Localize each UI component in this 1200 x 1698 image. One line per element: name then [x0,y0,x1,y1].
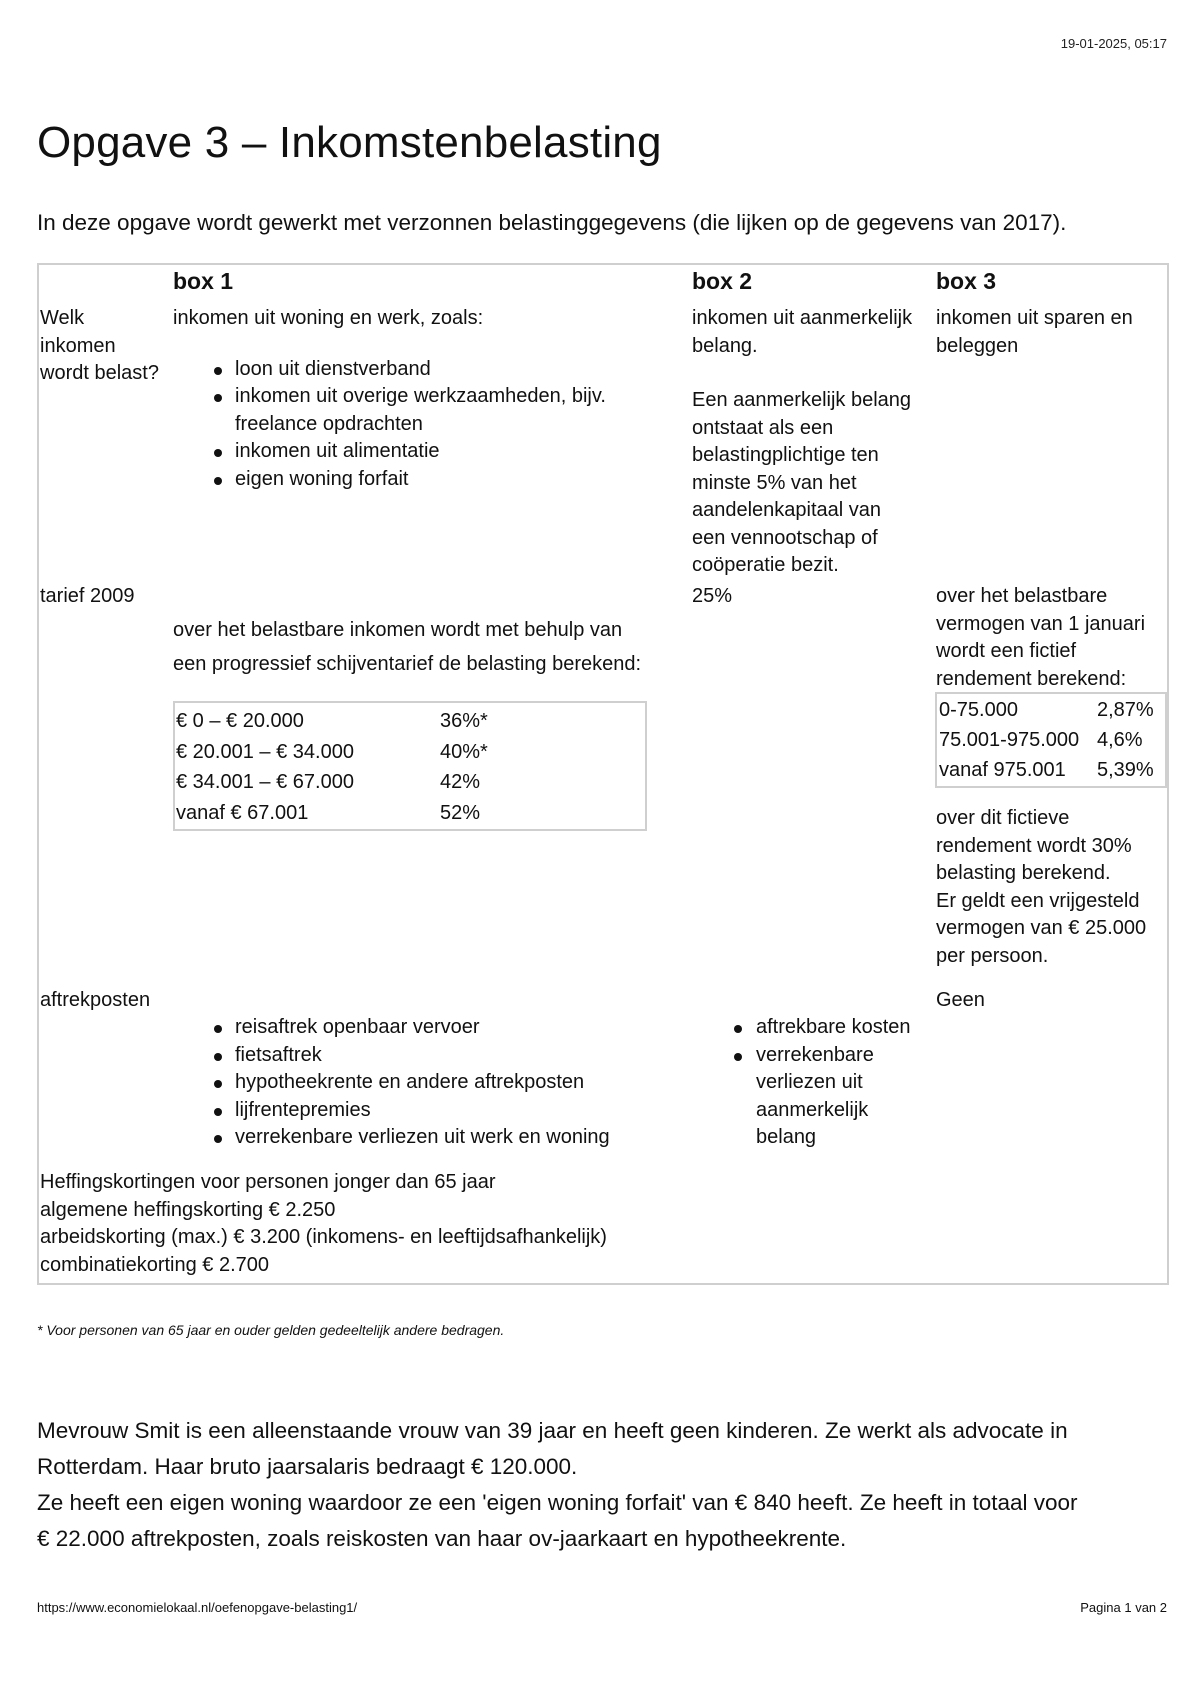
box2-income: inkomen uit aanmerkelijk belang. Een aanmerkelijk belang ontstaat als een belastingplichtige ten minste 5% van het aandelenkapitaal van een vennootschap of coöperatie bezit. [692,305,932,580]
intro-text: In deze opgave wordt gewerkt met verzonnen belastinggegevens (die lijken op de gegevens van 2017). [37,210,1067,235]
box3-tariff-explanation: over dit fictieve rendement wordt 30% belasting berekend. Er geldt een vrijgesteld vermogen van € 25.000 per persoon. [936,807,1147,967]
tax-boxes-table [37,263,1169,1285]
row-label-deductions: aftrekposten [40,989,151,1011]
box1-bracket-table [173,701,647,831]
table-row: € 20.001 – € 34.000 40%* [176,740,488,763]
list-item-continuation: freelance opdrachten [235,412,423,435]
list-item: reisaftrek openbaar vervoer [173,1014,693,1042]
list-item: inkomen uit overige werkzaamheden, bijv. [173,383,683,411]
row-label-income: Welk inkomen wordt belast? [40,307,159,384]
box2-deductions-list [692,1014,934,1152]
table-row: vanaf € 67.001 52% [176,801,481,824]
list-item: aftrekbare kosten [692,1014,934,1042]
header-box1: box 1 [173,268,234,294]
table-row: vanaf 975.001 5,39% [939,759,1154,781]
box3-income: inkomen uit sparen en beleggen [936,307,1133,357]
table-row: 75.001-975.000 4,6% [939,729,1143,751]
tax-credits: Heffingskortingen voor personen jonger dan 65 jaar algemene heffingskorting € 2.250 arbeidskorting (max.) € 3.200 (inkomens- en leeftijdsafhankelijk) combinatiekorting € 2.700 [40,1171,607,1276]
box2-deductions [692,1014,934,1152]
footer-url: https://www.economielokaal.nl/oefenopgave-belasting1/ [37,1600,358,1615]
footnote: * Voor personen van 65 jaar en ouder gelden gedeeltelijk andere bedragen. [37,1322,505,1338]
table-row: € 0 – € 20.000 36%* [176,710,488,732]
list-item: inkomen uit alimentatie [173,438,683,466]
box1-income-intro: inkomen uit woning en werk, zoals: [173,307,484,329]
box2-income-definition: Een aanmerkelijk belang ontstaat als een belastingplichtige ten minste 5% van het aandelenkapitaal van een vennootschap of coöperatie bezit. [692,389,912,576]
list-item: verrekenbare verliezen uit werk en woning [173,1124,693,1152]
header-box2: box 2 [692,268,753,294]
box1-deductions [173,1014,693,1152]
box3-bracket-table [935,692,1167,788]
box3-deductions: Geen [936,989,985,1011]
list-item: hypotheekrente en andere aftrekposten [173,1069,693,1097]
header-box3: box 3 [936,268,997,294]
list-item: verrekenbare verliezen uit aanmerkelijk belang [692,1042,934,1152]
table-row: € 34.001 – € 67.000 42% [176,771,481,793]
page-number: Pagina 1 van 2 [1080,1600,1167,1615]
table-row: 0-75.000 2,87% [939,699,1154,721]
list-item: eigen woning forfait [173,466,683,494]
row-label-tariff: tarief 2009 [40,585,135,607]
box1-income-list [173,356,683,494]
box2-tariff: 25% [692,585,733,607]
list-item: loon uit dienstverband [173,356,683,384]
page-title: Opgave 3 – Inkomstenbelasting [37,118,662,167]
box3-tariff-text: over het belastbare vermogen van 1 januari wordt een fictief rendement berekend: [936,585,1146,690]
print-timestamp: 19-01-2025, 05:17 [1060,36,1167,51]
box1-deductions-list [173,1014,693,1152]
box1-tariff-text: over het belastbare inkomen wordt met behulp van een progressief schijventarief de belasting berekend: [173,619,642,675]
list-item: lijfrentepremies [173,1097,693,1125]
list-item: fietsaftrek [173,1042,693,1070]
case-description: Mevrouw Smit is een alleenstaande vrouw van 39 jaar en heeft geen kinderen. Ze werkt als advocate in Rotterdam. Haar bruto jaarsalaris bedraagt € 120.000. Ze heeft een eigen woning waardoor ze een 'eigen woning forfait' van € 840 heeft. Ze heeft in totaal voor € 22.000 aftrekposten, zoals reiskosten van haar ov-jaarkaart en hypotheekrente. [37,1418,1078,1551]
box1-income [173,305,683,493]
